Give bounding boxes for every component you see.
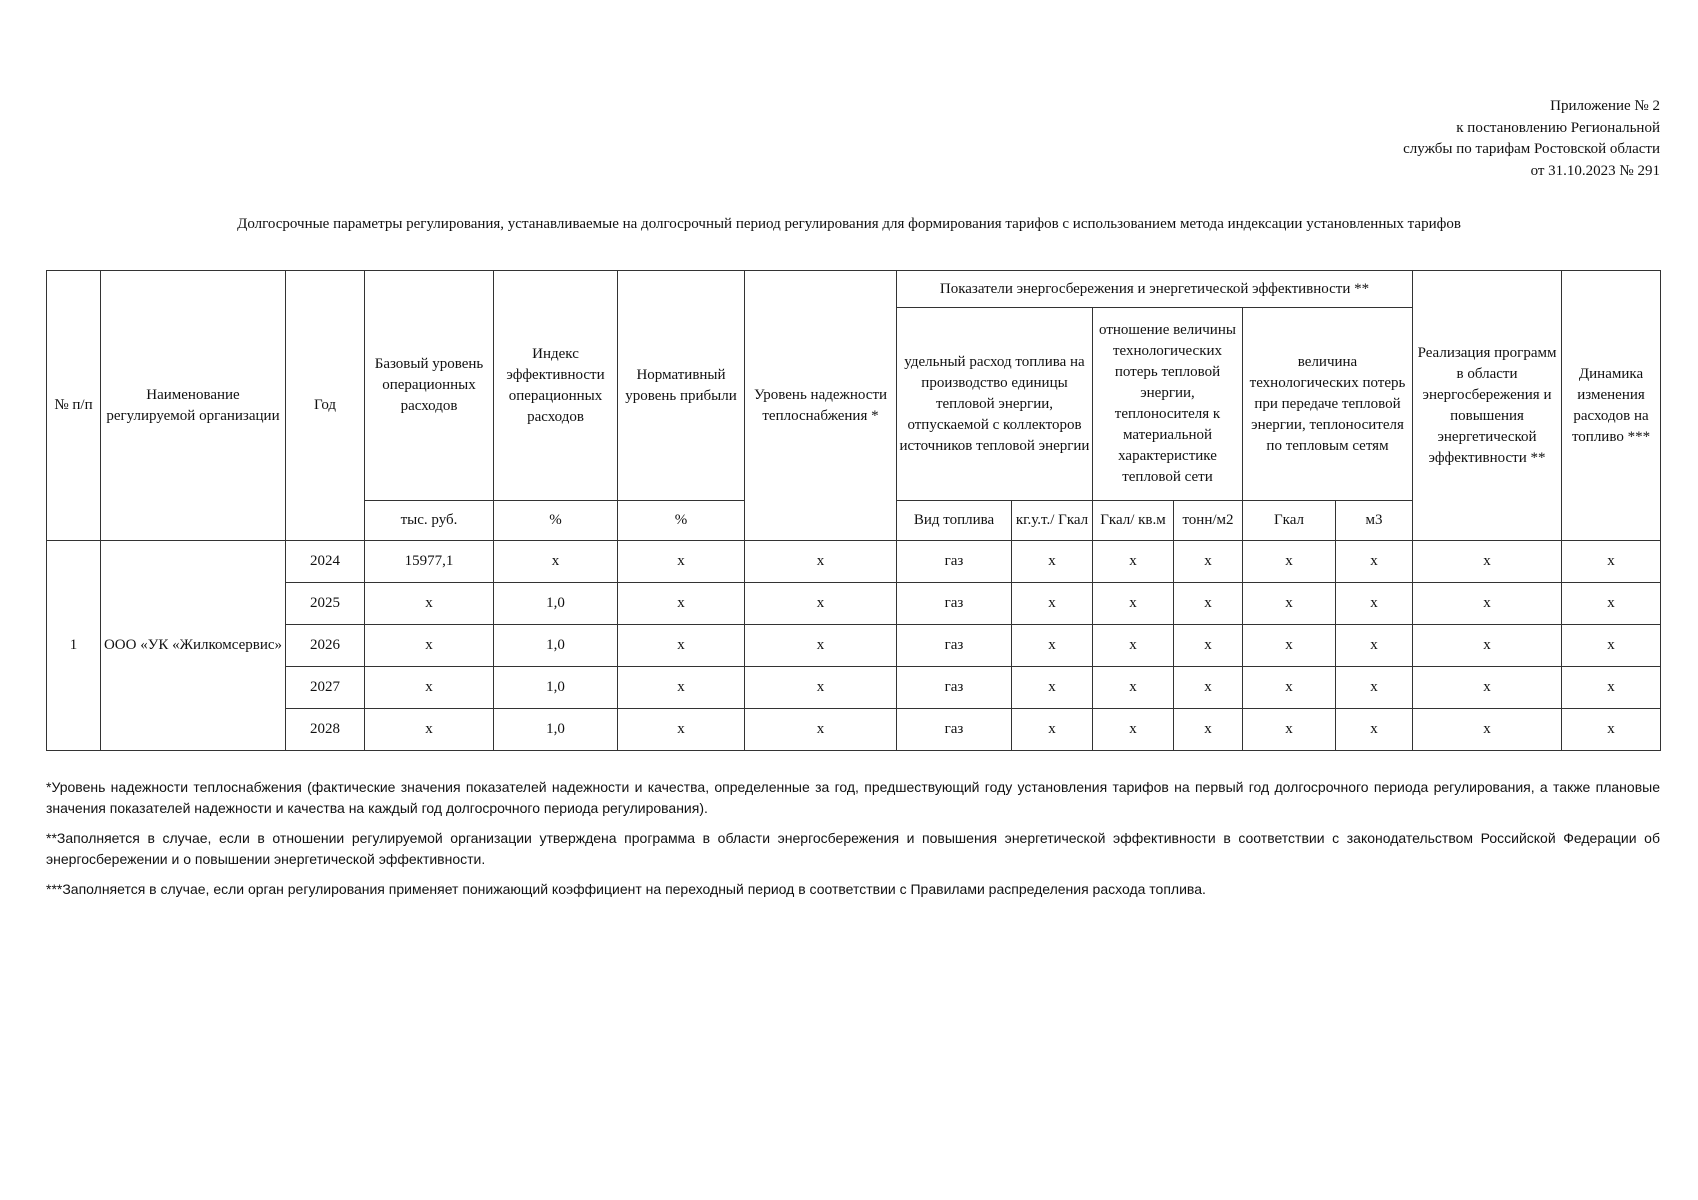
footnote-reliability: *Уровень надежности теплоснабжения (фактические значения показателей надежности и качества, определенные за год, предшествующий году установления тарифов на первый год долгосрочного периода регулирования, а также плановые значения показателей надежности и качества на каждый год долгосрочного периода регулирования).: [46, 779, 1660, 816]
gcal-m-cell: х: [1093, 541, 1174, 583]
row-number: 1: [47, 541, 101, 751]
fuel-type-cell: газ: [897, 667, 1012, 709]
header-base-opex: Базовый уровень операционных расходов: [365, 271, 494, 501]
appendix-decree-line: к постановлению Региональной: [1456, 119, 1660, 136]
fuel-type-cell: газ: [897, 583, 1012, 625]
kgut-cell: х: [1012, 709, 1093, 751]
program-cell: х: [1413, 583, 1562, 625]
gcal-cell: х: [1243, 667, 1336, 709]
kgut-cell: х: [1012, 625, 1093, 667]
unit-gcal: Гкал: [1243, 501, 1336, 541]
efficiency-index-cell: 1,0: [494, 709, 618, 751]
unit-fuel-type: Вид топлива: [897, 501, 1012, 541]
profit-cell: х: [618, 541, 745, 583]
table-row: [47, 709, 1661, 751]
table-row: [47, 541, 1661, 583]
base-opex-cell: х: [365, 583, 494, 625]
year-cell: 2027: [286, 667, 365, 709]
table-row: [47, 625, 1661, 667]
header-org-name: Наименование регулируемой организации: [101, 271, 286, 541]
efficiency-index-cell: 1,0: [494, 583, 618, 625]
appendix-header: [1403, 96, 1660, 182]
header-row-1: [47, 271, 1661, 308]
reliability-cell: х: [745, 709, 897, 751]
unit-m3: м3: [1336, 501, 1413, 541]
year-cell: 2025: [286, 583, 365, 625]
fuel-type-cell: газ: [897, 709, 1012, 751]
ton-m2-cell: х: [1174, 709, 1243, 751]
parameters-table: [46, 270, 1661, 751]
unit-gcal-m: Гкал/ кв.м: [1093, 501, 1174, 541]
appendix-date-line: от 31.10.2023 № 291: [1530, 162, 1660, 179]
document-title: Долгосрочные параметры регулирования, устанавливаемые на долгосрочный период регулирования для формирования тарифов с использованием метода индексации установленных тарифов: [237, 216, 1461, 232]
profit-cell: х: [618, 625, 745, 667]
ton-m2-cell: х: [1174, 583, 1243, 625]
footnote-energy-program: **Заполняется в случае, если в отношении регулируемой организации утверждена программа в области энергосбережения и повышения энергетической эффективности в соответствии с законодательством Российской Федерации об энергосбережении и о повышении энергетической эффективности.: [46, 830, 1660, 867]
table-row: [47, 667, 1661, 709]
profit-cell: х: [618, 709, 745, 751]
dynamics-cell: х: [1562, 583, 1661, 625]
ton-m2-cell: х: [1174, 667, 1243, 709]
ton-m2-cell: х: [1174, 541, 1243, 583]
base-opex-cell: х: [365, 625, 494, 667]
appendix-number: Приложение № 2: [1550, 98, 1660, 114]
gcal-m-cell: х: [1093, 583, 1174, 625]
reliability-cell: х: [745, 541, 897, 583]
program-cell: х: [1413, 541, 1562, 583]
header-normative-profit: Нормативный уровень прибыли: [618, 271, 745, 501]
year-cell: 2026: [286, 625, 365, 667]
header-reliability: Уровень надежности теплоснабжения *: [745, 271, 897, 541]
table-row: [47, 583, 1661, 625]
year-cell: 2028: [286, 709, 365, 751]
gcal-cell: х: [1243, 583, 1336, 625]
unit-ton-m2: тонн/м2: [1174, 501, 1243, 541]
m3-cell: х: [1336, 541, 1413, 583]
m3-cell: х: [1336, 583, 1413, 625]
dynamics-cell: х: [1562, 625, 1661, 667]
kgut-cell: х: [1012, 583, 1093, 625]
m3-cell: х: [1336, 709, 1413, 751]
header-num: № п/п: [47, 271, 101, 541]
base-opex-cell: х: [365, 667, 494, 709]
kgut-cell: х: [1012, 667, 1093, 709]
header-year: Год: [286, 271, 365, 541]
gcal-cell: х: [1243, 709, 1336, 751]
m3-cell: х: [1336, 625, 1413, 667]
profit-cell: х: [618, 583, 745, 625]
fuel-type-cell: газ: [897, 625, 1012, 667]
profit-cell: х: [618, 667, 745, 709]
header-program: Реализация программ в области энергосбережения и повышения энергетической эффективности **: [1413, 271, 1562, 541]
header-fuel-rate: удельный расход топлива на производство единицы тепловой энергии, отпускаемой с коллекторов источников тепловой энергии: [897, 308, 1093, 501]
program-cell: х: [1413, 709, 1562, 751]
reliability-cell: х: [745, 583, 897, 625]
footnote-fuel-coefficient: ***Заполняется в случае, если орган регулирования применяет понижающий коэффициент на переходный период в соответствии с Правилами распределения расхода топлива.: [46, 881, 1206, 897]
footnotes: [46, 777, 1660, 909]
unit-index: %: [494, 501, 618, 541]
unit-profit: %: [618, 501, 745, 541]
gcal-m-cell: х: [1093, 667, 1174, 709]
efficiency-index-cell: 1,0: [494, 667, 618, 709]
dynamics-cell: х: [1562, 709, 1661, 751]
ton-m2-cell: х: [1174, 625, 1243, 667]
gcal-cell: х: [1243, 541, 1336, 583]
unit-kgut: кг.у.т./ Гкал: [1012, 501, 1093, 541]
dynamics-cell: х: [1562, 667, 1661, 709]
unit-base: тыс. руб.: [365, 501, 494, 541]
reliability-cell: х: [745, 625, 897, 667]
header-loss-amount: величина технологических потерь при передаче тепловой энергии, теплоносителя по тепловым сетям: [1243, 308, 1413, 501]
m3-cell: х: [1336, 667, 1413, 709]
header-fuel-dynamics: Динамика изменения расходов на топливо ***: [1562, 271, 1661, 541]
appendix-agency-line: службы по тарифам Ростовской области: [1403, 141, 1660, 157]
base-opex-cell: х: [365, 709, 494, 751]
efficiency-index-cell: 1,0: [494, 625, 618, 667]
gcal-m-cell: х: [1093, 709, 1174, 751]
header-energy-saving-group: Показатели энергосбережения и энергетической эффективности **: [897, 271, 1413, 308]
header-efficiency-index: Индекс эффективности операционных расходов: [494, 271, 618, 501]
efficiency-index-cell: х: [494, 541, 618, 583]
program-cell: х: [1413, 625, 1562, 667]
header-loss-ratio: отношение величины технологических потерь тепловой энергии, теплоносителя к материальной характеристике тепловой сети: [1093, 308, 1243, 501]
fuel-type-cell: газ: [897, 541, 1012, 583]
year-cell: 2024: [286, 541, 365, 583]
organization-name: ООО «УК «Жилкомсервис»: [101, 541, 286, 751]
program-cell: х: [1413, 667, 1562, 709]
kgut-cell: х: [1012, 541, 1093, 583]
reliability-cell: х: [745, 667, 897, 709]
gcal-m-cell: х: [1093, 625, 1174, 667]
gcal-cell: х: [1243, 625, 1336, 667]
dynamics-cell: х: [1562, 541, 1661, 583]
base-opex-cell: 15977,1: [365, 541, 494, 583]
